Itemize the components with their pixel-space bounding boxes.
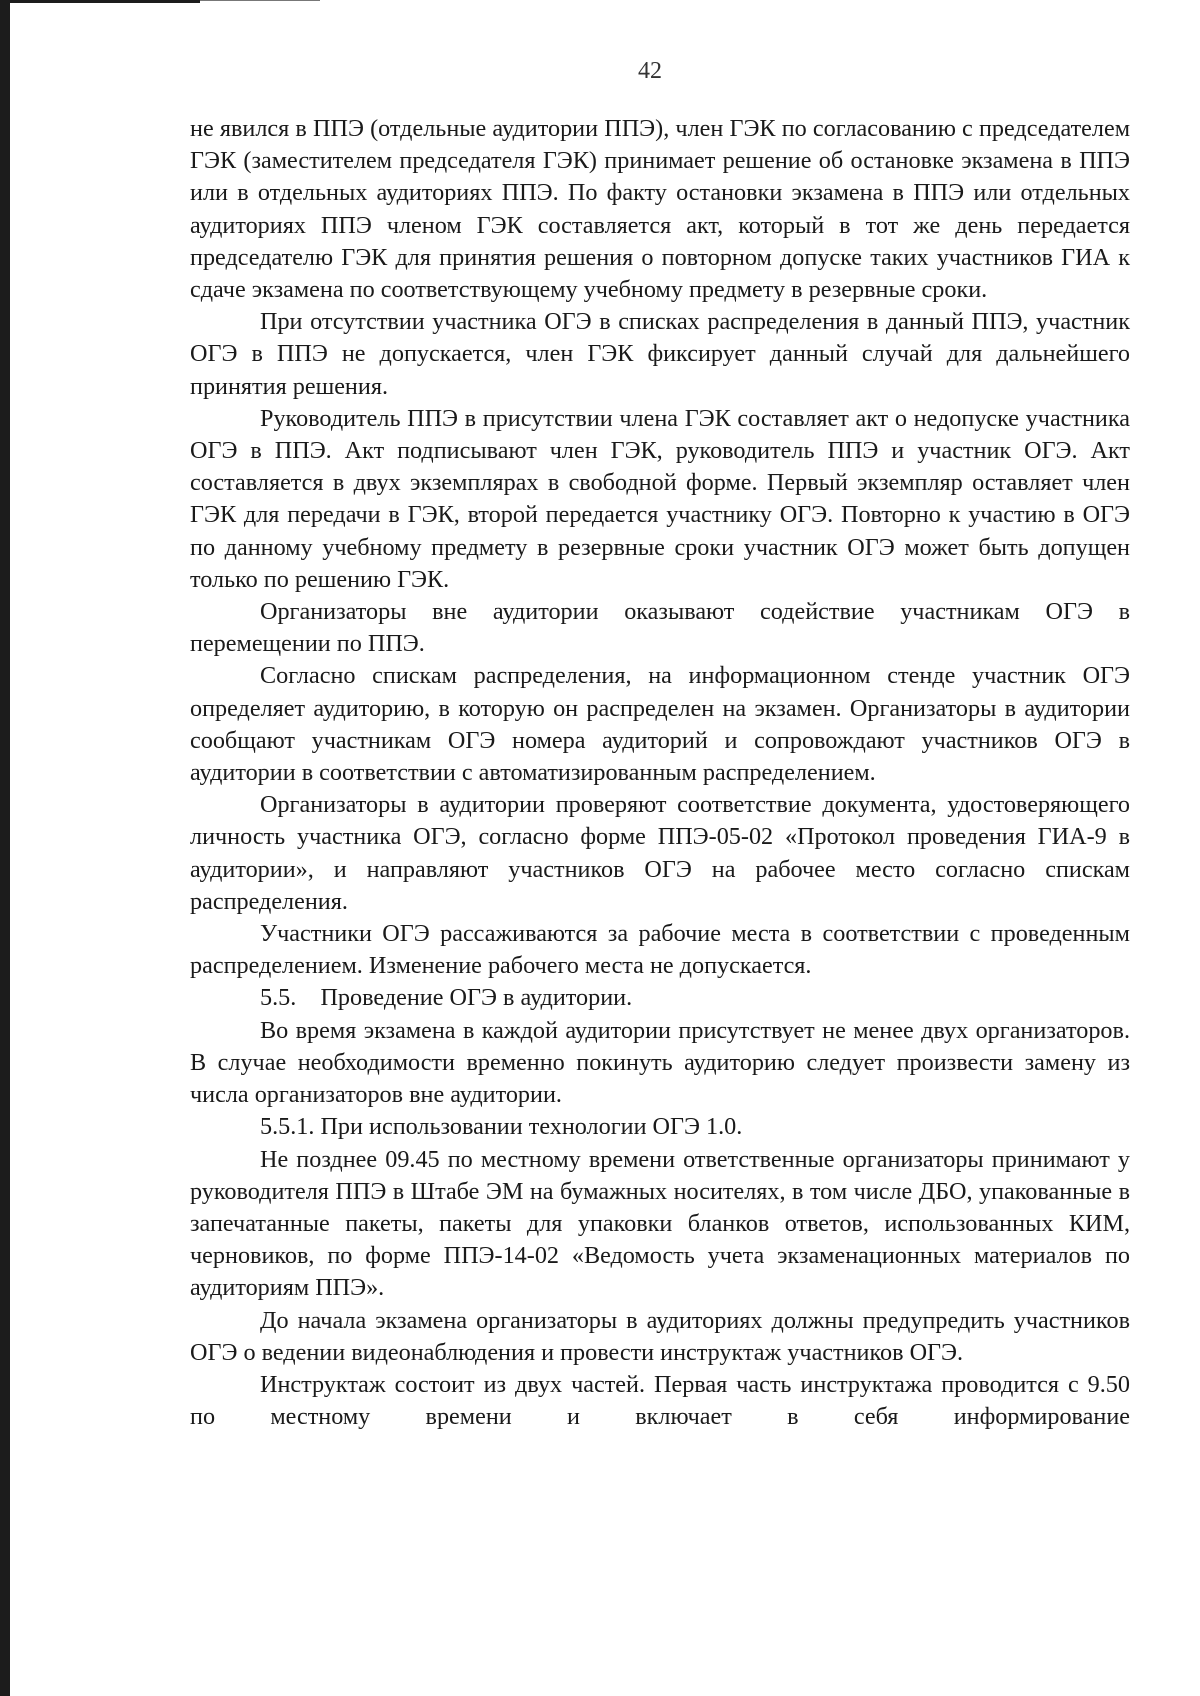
document-body — [190, 113, 1130, 1433]
paragraph-continuation: не явился в ППЭ (отдельные аудитории ППЭ), член ГЭК по согласованию с председателем ГЭК (заместителем председателя ГЭК) принимает решение об остановке экзамена в ППЭ или в отдельных аудиториях ППЭ. По факту остановки экзамена в ППЭ или отдельных аудиториях ППЭ членом ГЭК составляется акт, который в тот же день передается председателю ГЭК для принятия решения о повторном допуске таких участников ГИА к сдаче экзамена по соответствующему учебному предмету в резервные сроки. — [190, 115, 1130, 304]
section-heading-5-5-1: 5.5.1. При использовании технологии ОГЭ 1.0. — [260, 1113, 743, 1141]
scan-border-top-thin — [200, 0, 320, 1]
scan-border-left — [0, 0, 10, 1696]
paragraph-briefing: Инструктаж состоит из двух частей. Первая часть инструктажа проводится с 9.50 по местному времени и включает в себя информирование — [190, 1370, 1130, 1431]
scan-border-top — [0, 0, 200, 3]
paragraph-non-admission-act: Руководитель ППЭ в присутствии члена ГЭК составляет акт о недопуске участника ОГЭ в ППЭ. Акт подписывают член ГЭК, руководитель ППЭ и участник ОГЭ. Акт составляется в двух экземплярах в свободной форме. Первый экземпляр оставляет член ГЭК для передачи в ГЭК, второй передается участнику ОГЭ. Повторно к участию в ОГЭ по данному учебному предмету в резервные сроки участник ОГЭ может быть допущен только по решению ГЭК. — [190, 404, 1130, 593]
section-heading-5-5: 5.5. Проведение ОГЭ в аудитории. — [260, 984, 633, 1012]
paragraph-organizers-outside: Организаторы вне аудитории оказывают содействие участникам ОГЭ в перемещении по ППЭ. — [190, 598, 1130, 658]
paragraph-video-warning: До начала экзамена организаторы в аудиториях должны предупредить участников ОГЭ о ведении видеонаблюдения и провести инструктаж участников ОГЭ. — [190, 1306, 1130, 1366]
paragraph-absence-in-lists: При отсутствии участника ОГЭ в списках распределения в данный ППЭ, участник ОГЭ в ППЭ не допускается, член ГЭК фиксирует данный случай для дальнейшего принятия решения. — [190, 308, 1130, 400]
paragraph-document-check: Организаторы в аудитории проверяют соответствие документа, удостоверяющего личность участника ОГЭ, согласно форме ППЭ-05-02 «Протокол проведения ГИА-9 в аудитории», и направляют участников ОГЭ на рабочее место согласно спискам распределения. — [190, 791, 1130, 915]
page-number: 42 — [638, 58, 662, 84]
paragraph-two-organizers: Во время экзамена в каждой аудитории присутствует не менее двух организаторов. В случае необходимости временно покинуть аудиторию следует произвести замену из числа организаторов вне аудитории. — [190, 1016, 1130, 1109]
paragraph-distribution-lists: Согласно спискам распределения, на информационном стенде участник ОГЭ определяет аудиторию, в которую он распределен на экзамен. Организаторы в аудитории сообщают участникам ОГЭ номера аудиторий и сопровождают участников ОГЭ в аудитории в соответствии с автоматизированным распределением. — [190, 662, 1130, 787]
paragraph-materials-handover: Не позднее 09.45 по местному времени ответственные организаторы принимают у руководителя ППЭ в Штабе ЭМ на бумажных носителях, в том числе ДБО, упакованные в запечатанные пакеты, пакеты для упаковки бланков ответов, использованных КИМ, черновиков, по форме ППЭ-14-02 «Ведомость учета экзаменационных материалов по аудиториям ППЭ». — [190, 1145, 1130, 1302]
paragraph-seating: Участники ОГЭ рассаживаются за рабочие места в соответствии с проведенным распределением. Изменение рабочего места не допускается. — [190, 920, 1130, 980]
